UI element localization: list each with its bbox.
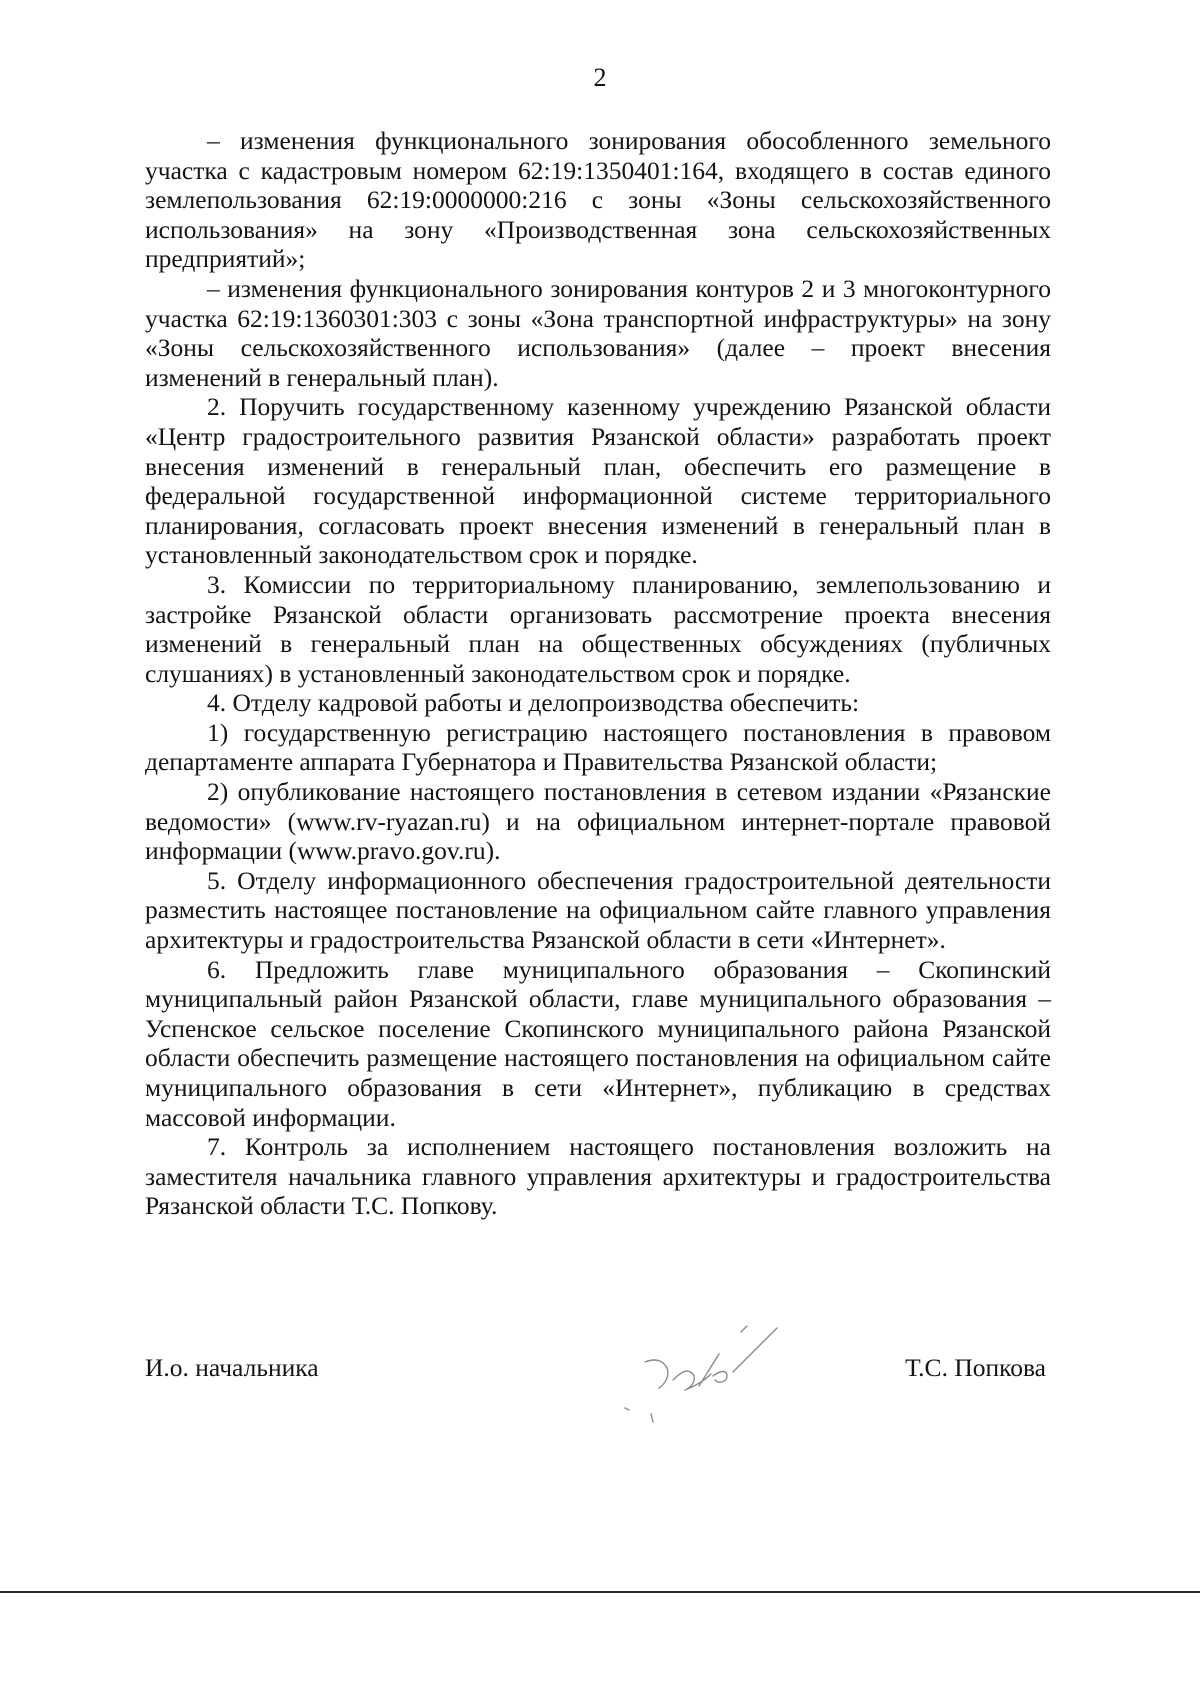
paragraph-item-4: 4. Отделу кадровой работы и делопроизводства обеспечить:	[207, 688, 860, 718]
paragraph-item-6: 6. Предложить главе муниципального образования – Скопинский муниципальный район Рязанской области, главе муниципального образования – Успенское сельское поселение Скопинского муниципального района Рязанской области обеспечить размещение настоящего постановления на официальном сайте муниципального образования в сети «Интернет», публикацию в средствах массовой информации.	[145, 954, 1051, 1132]
paragraph-zoning-change-1: – изменения функционального зонирования обособленного земельного участка с кадастровым номером 62:19:1350401:164, входящего в состав единого землепользования 62:19:0000000:216 с зоны «Зоны сельскохозяйственного использования» на зону «Производственная зона сельскохозяйственных предприятий»;	[145, 126, 1051, 274]
paragraph-item-7: 7. Контроль за исполнением настоящего постановления возложить на заместителя начальника главного управления архитектуры и градостроительства Рязанской области Т.С. Попкову.	[145, 1132, 1051, 1221]
signatory-name: Т.С. Попкова	[905, 1353, 1046, 1382]
paragraph-item-4-sub-2: 2) опубликование настоящего постановления в сетевом издании «Рязанские ведомости» (www.rv-ryazan.ru) и на официальном интернет-портале правовой информации (www.pravo.gov.ru).	[145, 777, 1051, 866]
paragraph-item-3: 3. Комиссии по территориальному планированию, землепользованию и застройке Рязанской области организовать рассмотрение проекта внесения изменений в генеральный план на общественных обсуждениях (публичных слушаниях) в установленный законодательством срок и порядке.	[145, 569, 1051, 688]
paragraph-item-4-sub-1: 1) государственную регистрацию настоящего постановления в правовом департаменте аппарата Губернатора и Правительства Рязанской области;	[145, 717, 1051, 777]
paragraph-zoning-change-2: – изменения функционального зонирования контуров 2 и 3 многоконтурного участка 62:19:1360301:303 с зоны «Зона транспортной инфраструктуры» на зону «Зоны сельскохозяйственного использования» (далее – проект внесения изменений в генеральный план).	[145, 273, 1051, 392]
signature-block	[145, 1352, 1051, 1392]
paragraph-item-2: 2. Поручить государственному казенному учреждению Рязанской области «Центр градостроительного развития Рязанской области» разработать проект внесения изменений в генеральный план, обеспечить его размещение в федеральной государственной информационной системе территориального планирования, согласовать проект внесения изменений в генеральный план в установленный законодательством срок и порядке.	[145, 392, 1051, 570]
document-body	[145, 126, 1051, 1221]
page-number: 2	[593, 63, 607, 92]
paragraph-item-5: 5. Отделу информационного обеспечения градостроительной деятельности разместить настоящее постановление на официальном сайте главного управления архитектуры и градостроительства Рязанской области в сети «Интернет».	[145, 865, 1051, 955]
footer-divider	[0, 1591, 1200, 1593]
signatory-title: И.о. начальника	[145, 1353, 319, 1382]
handwritten-signature	[615, 1314, 815, 1424]
